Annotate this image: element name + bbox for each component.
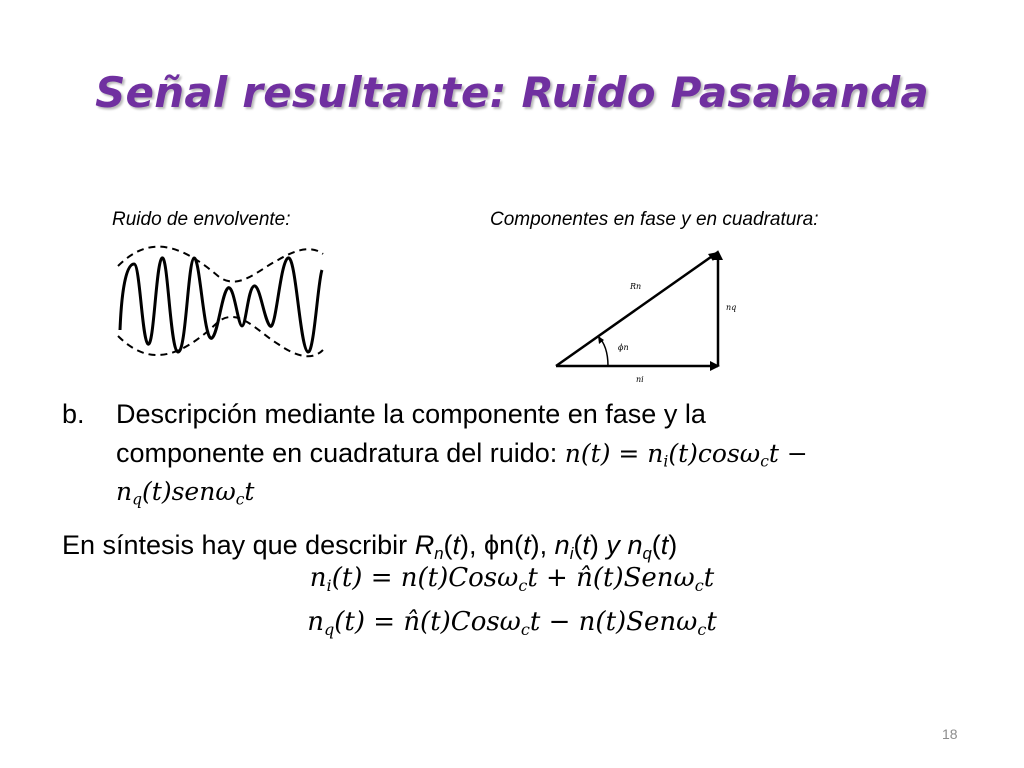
- phasor-caption: Componentes en fase y en cuadratura:: [490, 209, 819, 230]
- in-phase-equation: $n_i(t) = n(t)Cos\omega_ct$ + n̂(t)Senω$_c$t: [309, 563, 715, 595]
- nq-label: nq: [726, 303, 737, 312]
- bullet-marker: b.: [62, 399, 85, 429]
- description-line-2-text: componente en cuadratura del ruido:: [116, 438, 565, 468]
- phasor-diagram: [548, 244, 758, 390]
- slide-title: Señal resultante: Ruido Pasabanda: [95, 68, 929, 117]
- noise-waveform: [120, 258, 322, 352]
- ni-label: ni: [636, 375, 644, 384]
- rn-vector: [556, 252, 718, 366]
- description-line-2: [116, 436, 808, 479]
- envelope-noise-figure: [108, 240, 338, 370]
- rn-label: Rn: [630, 282, 642, 291]
- noise-equation-part-1: $n(t) = n_i(t)\cos\omega_ct$ −: [564, 439, 808, 471]
- phi-label: ϕn: [618, 343, 629, 352]
- summary-prefix: En síntesis hay que describir: [62, 530, 415, 560]
- page-number: 18: [942, 726, 958, 742]
- envelope-caption: Ruido de envolvente:: [112, 209, 291, 230]
- quadrature-equation: $n_q(t)$ = n̂(t)Cosω$_c$t − n(t)Senω$_c$t: [307, 607, 717, 639]
- envelope-lower-dashed: [118, 317, 323, 356]
- description-line-1: Descripción mediante la componente en fase y la: [116, 399, 706, 429]
- summary-items: $R_n(t)$, ϕn(t), $n_i(t)$ y $n_q(t)$: [414, 530, 678, 564]
- noise-equation-part-2: $n_q(t)sen\omega_ct$: [116, 477, 255, 509]
